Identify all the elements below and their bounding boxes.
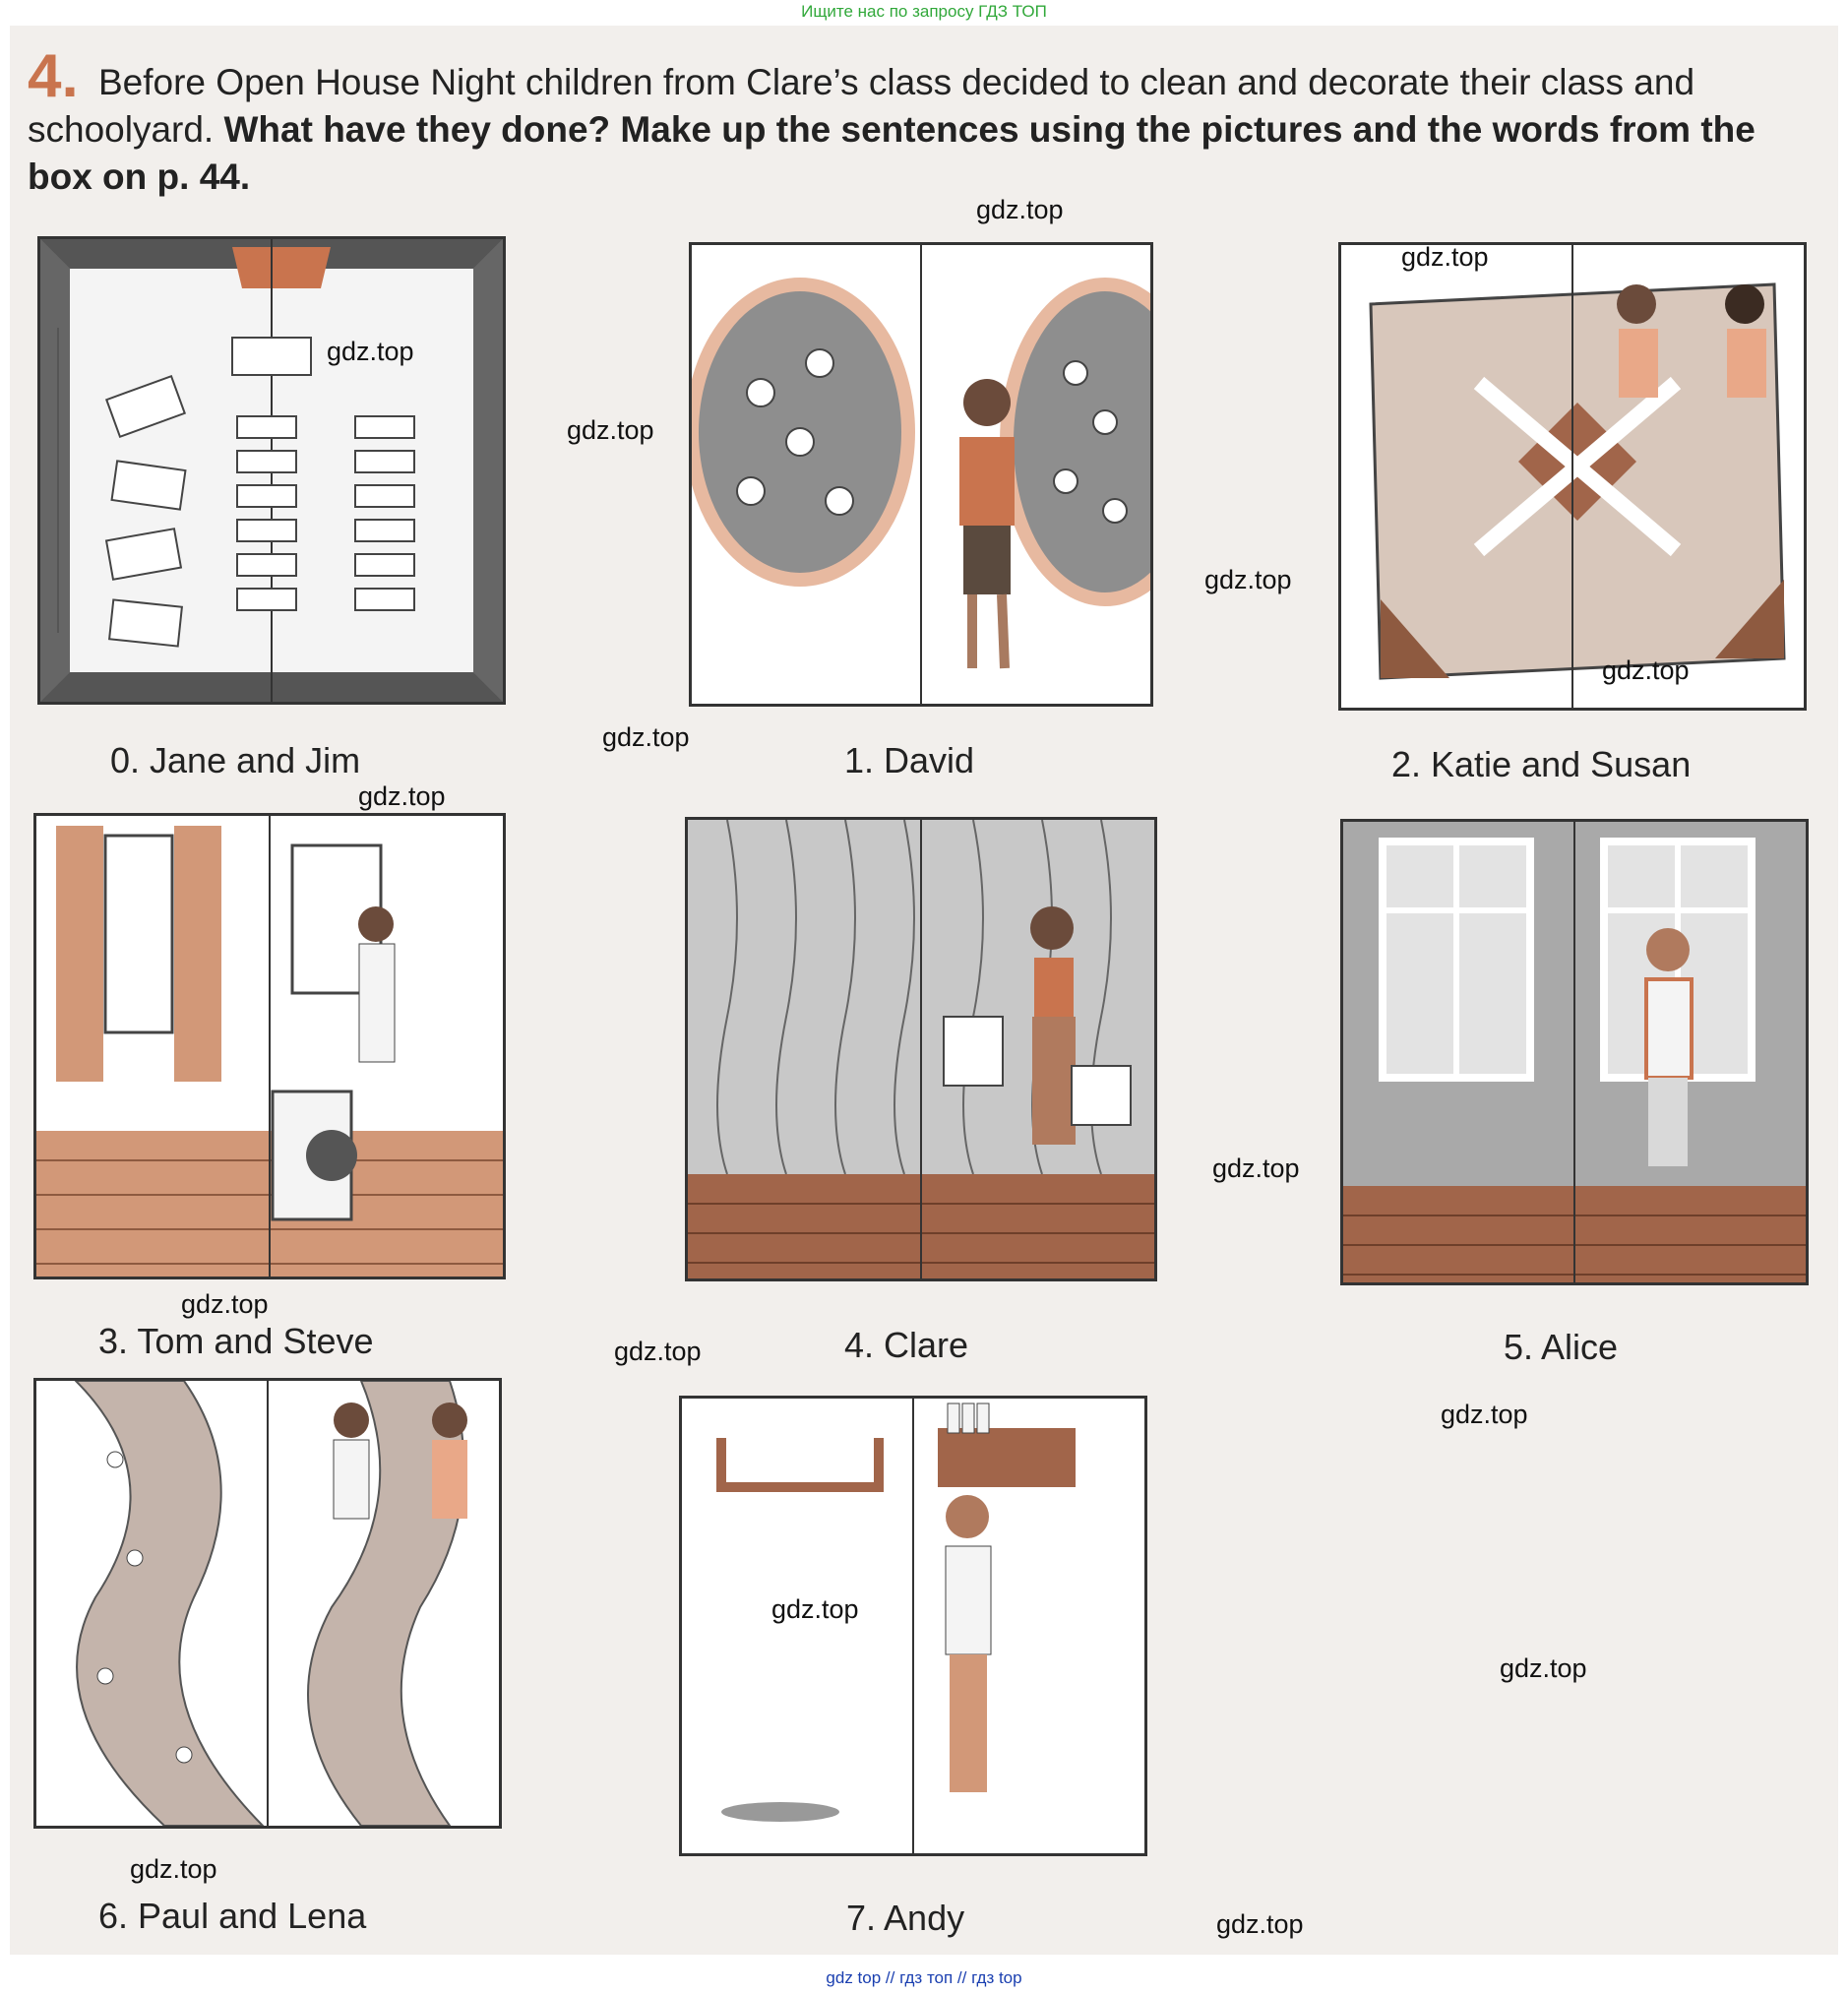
picture-school-path xyxy=(33,1378,502,1829)
watermark: gdz.top xyxy=(181,1289,269,1319)
picture-laundry xyxy=(33,813,506,1279)
watermark: gdz.top xyxy=(1212,1153,1300,1183)
caption-2: 2. Katie and Susan xyxy=(1391,744,1692,784)
watermark: gdz.top xyxy=(327,337,414,366)
caption-6: 6. Paul and Lena xyxy=(98,1896,367,1936)
picture-window xyxy=(1340,819,1809,1285)
watermark: gdz.top xyxy=(1401,242,1489,272)
task-intro: Before Open House Night children from Clare’s class decided to clean and decorate their class and schoolyard. xyxy=(28,62,1695,150)
caption-1: 1. David xyxy=(844,740,975,780)
picture-wall-poster xyxy=(1338,242,1807,711)
caption-0: 0. Jane and Jim xyxy=(110,740,361,780)
task-number: 4. xyxy=(28,42,79,110)
picture-bookshelf xyxy=(679,1396,1147,1856)
footer-links[interactable]: gdz top // гдз топ // гдз top xyxy=(826,1968,1022,1987)
watermark: gdz.top xyxy=(1441,1400,1528,1429)
task-instruction: What have they done? Make up the sentences using the pictures and the words from the box on p. 44. xyxy=(28,109,1756,197)
watermark: gdz.top xyxy=(1500,1653,1587,1683)
watermark: gdz.top xyxy=(602,722,690,752)
watermark: gdz.top xyxy=(567,415,654,445)
picture-wallpaper xyxy=(685,817,1157,1281)
picture-flower-bed xyxy=(689,242,1153,707)
task-text xyxy=(28,59,1809,201)
watermark: gdz.top xyxy=(1216,1909,1304,1939)
caption-3: 3. Tom and Steve xyxy=(98,1321,374,1361)
watermark: gdz.top xyxy=(614,1337,702,1366)
caption-7: 7. Andy xyxy=(846,1898,965,1938)
watermark: gdz.top xyxy=(358,781,446,811)
watermark: gdz.top xyxy=(976,195,1064,224)
watermark: gdz.top xyxy=(1602,655,1690,685)
watermark: gdz.top xyxy=(771,1594,859,1624)
watermark: gdz.top xyxy=(130,1854,217,1884)
caption-4: 4. Clare xyxy=(844,1325,969,1365)
caption-5: 5. Alice xyxy=(1504,1327,1619,1367)
picture-classroom xyxy=(37,236,506,705)
watermark: gdz.top xyxy=(1204,565,1292,594)
top-banner[interactable]: Ищите нас по запросу ГДЗ ТОП xyxy=(801,2,1047,21)
